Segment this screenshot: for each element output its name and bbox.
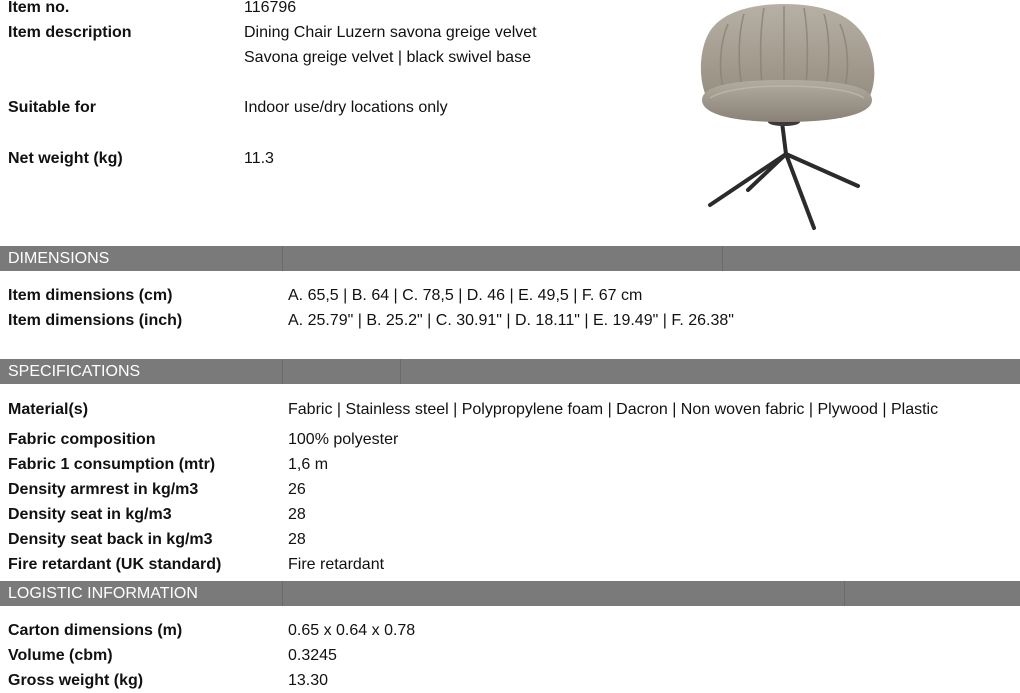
net-weight-value: 11.3 (244, 150, 274, 167)
suitable-for-label: Suitable for (8, 99, 97, 116)
specifications-title: SPECIFICATIONS (8, 363, 141, 380)
logistic-header (0, 581, 1020, 606)
item-no-value: 116796 (244, 0, 297, 16)
item-description-line1: Dining Chair Luzern savona greige velvet (244, 24, 537, 41)
logistic-row-label: Gross weight (kg) (8, 672, 144, 689)
specifications-row-label: Fabric 1 consumption (mtr) (8, 456, 216, 473)
logistic-row-value: 13.30 (288, 672, 329, 689)
specifications-row-label: Material(s) (8, 401, 89, 418)
specifications-row-value: 28 (288, 506, 306, 523)
item-no-label: Item no. (8, 0, 70, 16)
dimensions-row-label: Item dimensions (inch) (8, 312, 183, 329)
logistic-row-label: Carton dimensions (m) (8, 622, 183, 639)
specifications-row-value: 28 (288, 531, 306, 548)
net-weight-label: Net weight (kg) (8, 150, 123, 167)
logistic-title: LOGISTIC INFORMATION (8, 585, 198, 602)
specifications-row-label: Fabric composition (8, 431, 156, 448)
specifications-row-value: 26 (288, 481, 306, 498)
dimensions-title: DIMENSIONS (8, 250, 110, 267)
item-description-line2: Savona greige velvet | black swivel base (244, 49, 531, 66)
logistic-row-label: Volume (cbm) (8, 647, 113, 664)
specifications-row-value: 100% polyester (288, 431, 399, 448)
specifications-row-label: Fire retardant (UK standard) (8, 556, 222, 573)
logistic-row-value: 0.65 x 0.64 x 0.78 (288, 622, 416, 639)
logistic-row-value: 0.3245 (288, 647, 337, 664)
chair-legs (710, 122, 858, 228)
dimensions-row-label: Item dimensions (cm) (8, 287, 173, 304)
specifications-row-value: 1,6 m (288, 456, 329, 473)
dimensions-row-value: A. 65,5 | B. 64 | C. 78,5 | D. 46 | E. 49,5 | F. 67 cm (288, 287, 643, 304)
specifications-row-value: Fabric | Stainless steel | Polypropylene foam | Dacron | Non woven fabric | Plywood | Plastic (288, 401, 939, 418)
dimensions-header (0, 246, 1020, 271)
dimensions-row-value: A. 25.79" | B. 25.2" | C. 30.91" | D. 18.11" | E. 19.49" | F. 26.38" (288, 312, 734, 329)
specifications-row-label: Density seat back in kg/m3 (8, 531, 213, 548)
item-description-label: Item description (8, 24, 132, 41)
specifications-row-value: Fire retardant (288, 556, 385, 573)
specifications-header (0, 359, 1020, 384)
specifications-row-label: Density seat in kg/m3 (8, 506, 172, 523)
suitable-for-value: Indoor use/dry locations only (244, 99, 448, 116)
chair-photo (692, 0, 888, 234)
specifications-row-label: Density armrest in kg/m3 (8, 481, 199, 498)
